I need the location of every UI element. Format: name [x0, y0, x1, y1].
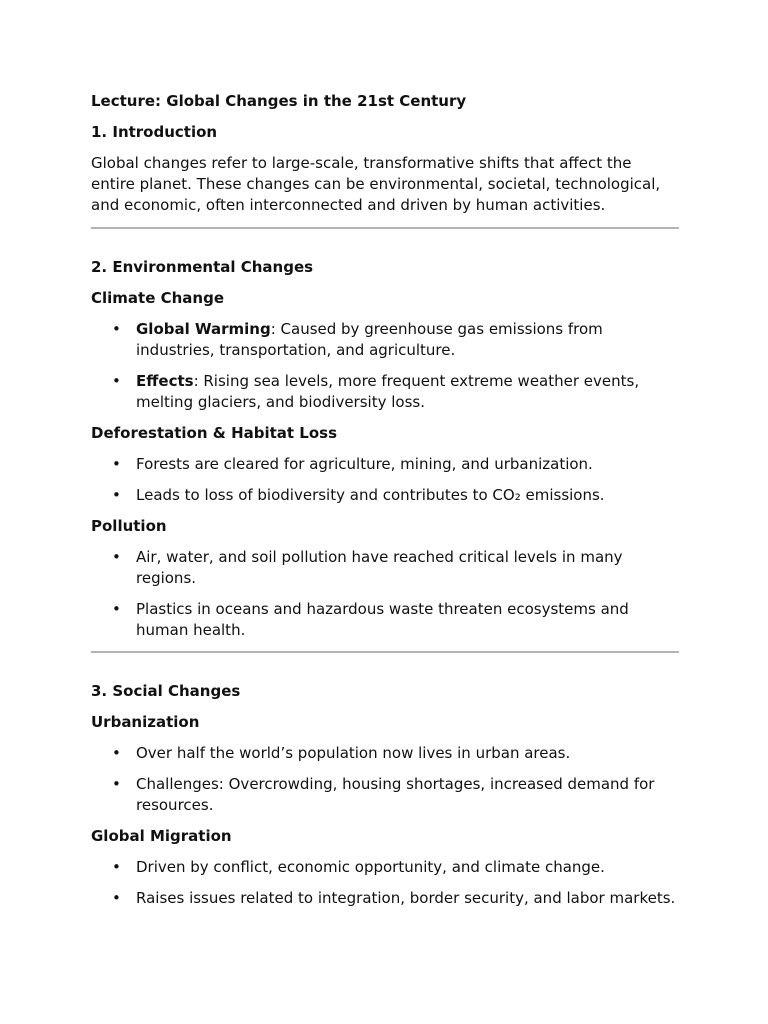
bullet-icon: •: [112, 320, 121, 338]
list-item-text: Air, water, and soil pollution have reached critical levels in many regions.: [136, 548, 623, 587]
subheading-climate-change: Climate Change: [91, 289, 225, 307]
list-item: [91, 888, 679, 909]
bullet-icon: •: [112, 600, 121, 618]
list-item-text: Driven by conflict, economic opportunity, and climate change.: [136, 858, 605, 876]
bullet-icon: •: [112, 372, 121, 390]
list-item-text: Leads to loss of biodiversity and contributes to CO₂ emissions.: [136, 486, 605, 504]
subheading-pollution: Pollution: [91, 517, 167, 535]
list-item-text: Raises issues related to integration, border security, and labor markets.: [136, 889, 676, 907]
list-item-term: Global Warming: [136, 320, 271, 338]
list-item-text: Forests are cleared for agriculture, mining, and urbanization.: [136, 455, 593, 473]
introduction-paragraph: Global changes refer to large-scale, transformative shifts that affect the entire planet. These changes can be environmental, societal, technological, and economic, often interconnected and driven by human activities.: [91, 154, 661, 214]
section-heading-introduction: 1. Introduction: [91, 123, 218, 141]
subheading-deforestation: Deforestation & Habitat Loss: [91, 424, 338, 442]
list-item: [91, 547, 679, 589]
deforestation-list: [91, 454, 679, 506]
list-item-text: : Caused by greenhouse gas emissions from industries, transportation, and agriculture.: [136, 320, 603, 359]
bullet-icon: •: [112, 455, 121, 473]
list-item: [91, 774, 679, 816]
section-divider: [91, 227, 679, 229]
climate-change-list: [91, 319, 679, 413]
global-migration-list: [91, 857, 679, 909]
list-item-term: Effects: [136, 372, 194, 390]
list-item-text: Over half the world’s population now lives in urban areas.: [136, 744, 571, 762]
section-divider: [91, 651, 679, 653]
list-item-text: : Rising sea levels, more frequent extreme weather events, melting glaciers, and biodiversity loss.: [136, 372, 640, 411]
section-heading-environmental: 2. Environmental Changes: [91, 258, 314, 276]
subheading-global-migration: Global Migration: [91, 827, 232, 845]
urbanization-list: [91, 743, 679, 816]
bullet-icon: •: [112, 744, 121, 762]
bullet-icon: •: [112, 889, 121, 907]
list-item: [91, 485, 679, 506]
document-title: Lecture: Global Changes in the 21st Century: [91, 92, 467, 110]
bullet-icon: •: [112, 775, 121, 793]
list-item: [91, 857, 679, 878]
list-item-text: Plastics in oceans and hazardous waste threaten ecosystems and human health.: [136, 600, 629, 639]
document-page: [91, 91, 679, 919]
subheading-urbanization: Urbanization: [91, 713, 200, 731]
list-item: [91, 319, 679, 361]
section-heading-social: 3. Social Changes: [91, 682, 241, 700]
pollution-list: [91, 547, 679, 641]
list-item: [91, 743, 679, 764]
bullet-icon: •: [112, 486, 121, 504]
list-item-text: Challenges: Overcrowding, housing shortages, increased demand for resources.: [136, 775, 655, 814]
list-item: [91, 454, 679, 475]
bullet-icon: •: [112, 548, 121, 566]
list-item: [91, 599, 679, 641]
list-item: [91, 371, 679, 413]
bullet-icon: •: [112, 858, 121, 876]
